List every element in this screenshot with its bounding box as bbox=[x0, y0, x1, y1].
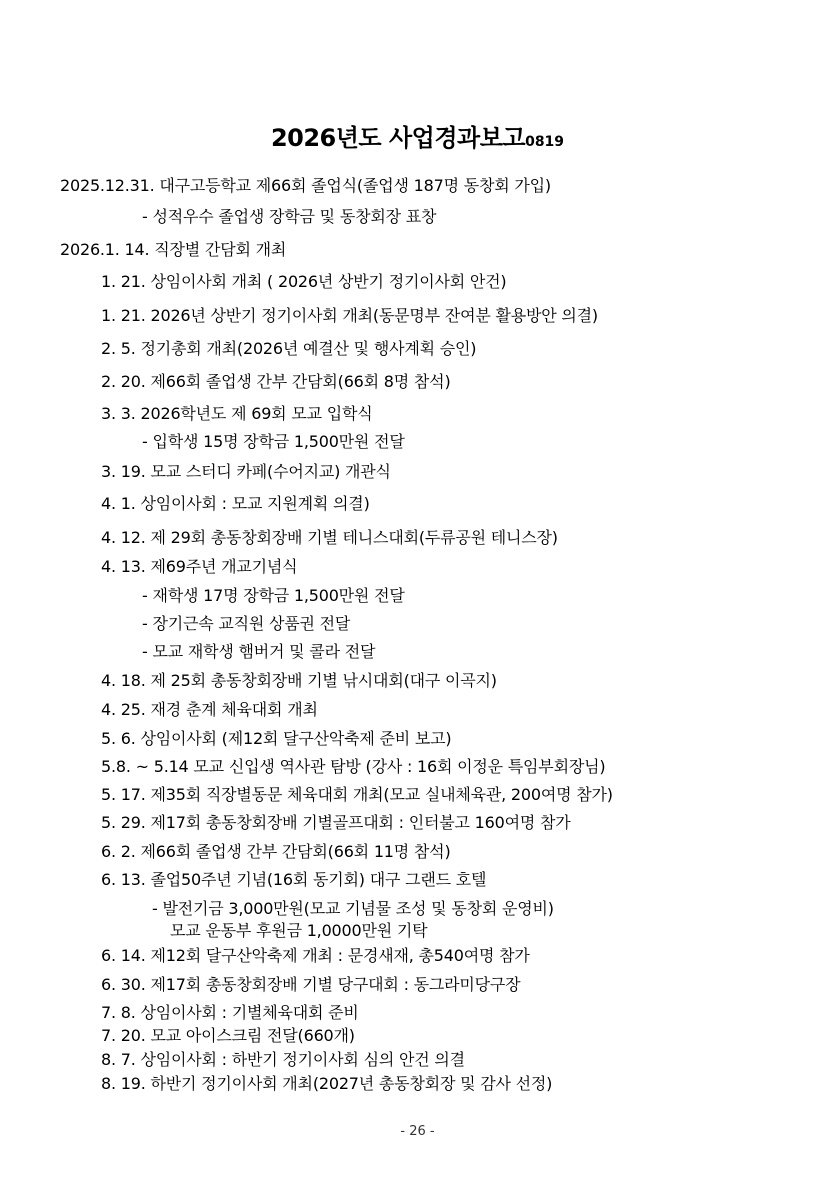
report-line: 4. 1. 상임이사회 : 모교 지원계획 의결) bbox=[101, 494, 370, 513]
report-line: 2026.1. 14. 직장별 간담회 개최 bbox=[60, 240, 287, 259]
title-suffix: 0819 bbox=[525, 134, 565, 150]
report-line: 8. 7. 상임이사회 : 하반기 정기이사회 심의 안건 의결 bbox=[101, 1050, 465, 1069]
report-subline: - 발전기금 3,000만원(모교 기념물 조성 및 동창회 운영비) bbox=[152, 899, 554, 918]
document-title bbox=[0, 118, 835, 153]
report-subline: 모교 운동부 후원금 1,0000만원 기탁 bbox=[170, 921, 428, 940]
report-line: 5.8. ~ 5.14 모교 신입생 역사관 탐방 (강사 : 16회 이정운 특임부회장님) bbox=[101, 757, 606, 776]
report-line: 1. 21. 2026년 상반기 정기이사회 개최(동문명부 잔여분 활용방안 의결) bbox=[101, 306, 598, 325]
report-line: 1. 21. 상임이사회 개최 ( 2026년 상반기 정기이사회 안건) bbox=[101, 272, 507, 291]
title-text: 2026년도 사업경과보고 bbox=[270, 124, 526, 152]
report-line: 7. 20. 모교 아이스크림 전달(660개) bbox=[101, 1026, 355, 1045]
report-line: 6. 13. 졸업50주년 기념(16회 동기회) 대구 그랜드 호텔 bbox=[101, 870, 487, 889]
report-line: 7. 8. 상임이사회 : 기별체육대회 준비 bbox=[101, 1003, 359, 1022]
report-line: 5. 29. 제17회 총동창회장배 기별골프대회 : 인터불고 160여명 참가 bbox=[101, 813, 571, 832]
report-line: 4. 25. 재경 춘계 체육대회 개최 bbox=[101, 700, 318, 719]
page-number: - 26 - bbox=[400, 1124, 435, 1139]
report-subline: - 재학생 17명 장학금 1,500만원 전달 bbox=[142, 586, 405, 605]
report-line: 5. 6. 상임이사회 (제12회 달구산악축제 준비 보고) bbox=[101, 729, 452, 748]
report-line: 4. 13. 제69주년 개교기념식 bbox=[101, 557, 298, 576]
report-line: 4. 18. 제 25회 총동창회장배 기별 낚시대회(대구 이곡지) bbox=[101, 671, 497, 690]
report-line: 8. 19. 하반기 정기이사회 개최(2027년 총동창회장 및 감사 선정) bbox=[101, 1074, 553, 1093]
report-line: 6. 14. 제12회 달구산악축제 개최 : 문경새재, 총540여명 참가 bbox=[101, 946, 530, 965]
report-subline: - 성적우수 졸업생 장학금 및 동창회장 표창 bbox=[142, 207, 437, 226]
report-line: 3. 19. 모교 스터디 카페(수어지교) 개관식 bbox=[101, 462, 391, 481]
report-line: 6. 2. 제66회 졸업생 간부 간담회(66회 11명 참석) bbox=[101, 842, 451, 861]
report-subline: - 모교 재학생 햄버거 및 콜라 전달 bbox=[142, 642, 376, 661]
report-line: 6. 30. 제17회 총동창회장배 기별 당구대회 : 동그라미당구장 bbox=[101, 975, 521, 994]
report-subline: - 입학생 15명 장학금 1,500만원 전달 bbox=[142, 432, 405, 451]
report-line: 3. 3. 2026학년도 제 69회 모교 입학식 bbox=[101, 404, 373, 423]
report-line: 4. 12. 제 29회 총동창회장배 기별 테니스대회(두류공원 테니스장) bbox=[101, 528, 558, 547]
report-line: 2. 20. 제66회 졸업생 간부 간담회(66회 8명 참석) bbox=[101, 372, 451, 391]
report-line: 5. 17. 제35회 직장별동문 체육대회 개최(모교 실내체육관, 200여명 참가) bbox=[101, 785, 613, 804]
report-subline: - 장기근속 교직원 상품권 전달 bbox=[142, 614, 351, 633]
report-line: 2. 5. 정기총회 개최(2026년 예결산 및 행사계획 승인) bbox=[101, 339, 477, 358]
report-line: 2025.12.31. 대구고등학교 제66회 졸업식(졸업생 187명 동창회 가입) bbox=[60, 176, 551, 195]
